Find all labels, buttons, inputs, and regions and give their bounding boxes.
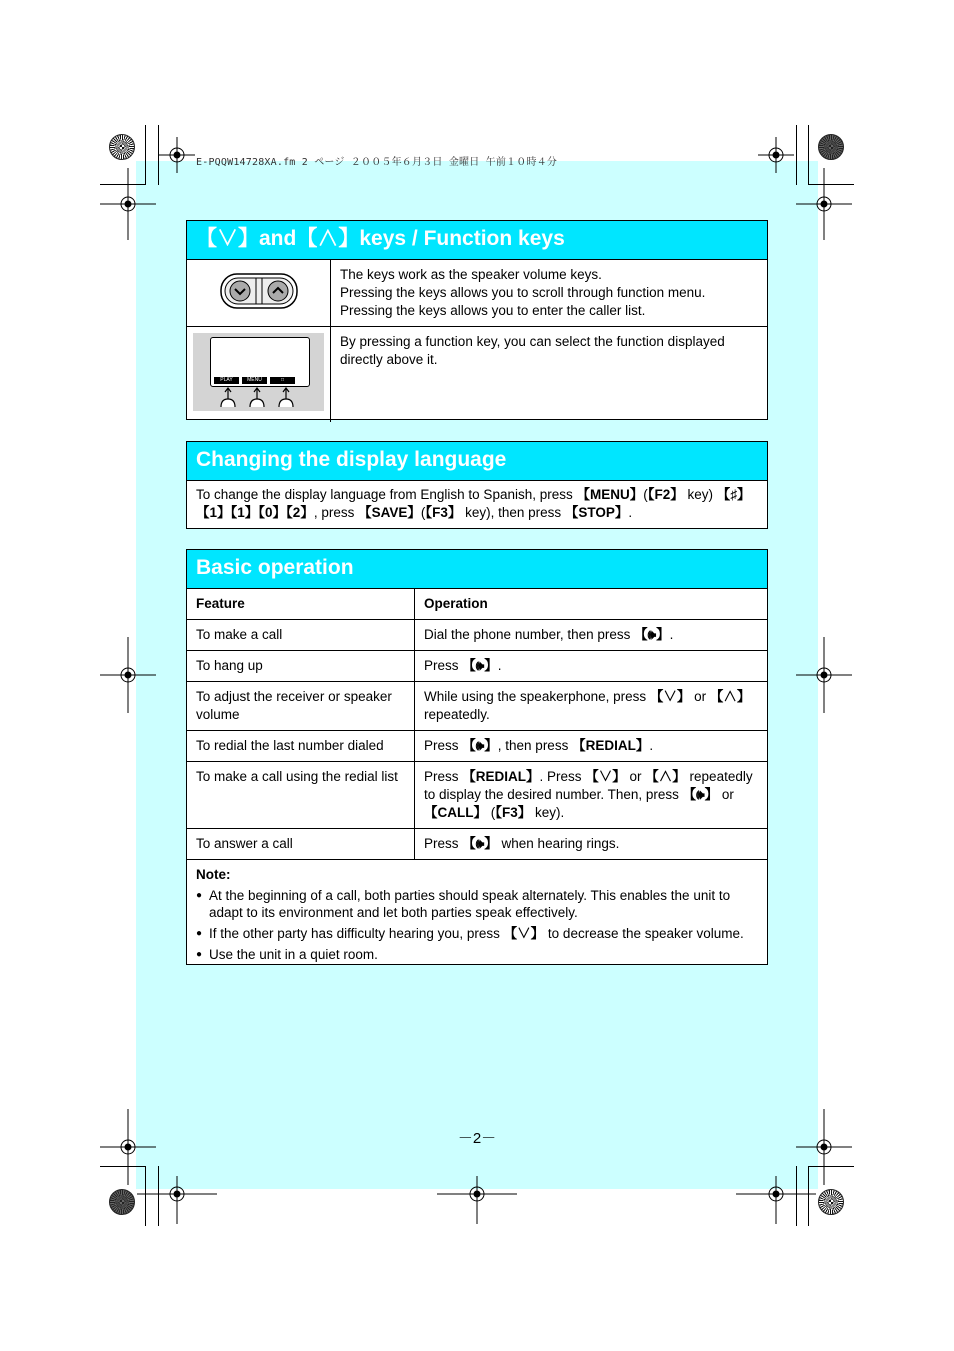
note-box [187, 859, 767, 975]
feature-cell: To answer a call [187, 828, 415, 859]
function-keys-illustration-cell [187, 327, 331, 422]
table-row [187, 761, 767, 828]
speaker-icon: 🕪 [647, 626, 657, 642]
function-keys-description: By pressing a function key, you can select the function displayed directly above it. [331, 327, 768, 422]
volume-keys-illustration-cell [187, 260, 331, 327]
operation-cell: Press 【🕪】 when hearing rings. [415, 828, 768, 859]
print-header: E-PQQW14728XA.fm 2 ページ ２００５年６月３日 金曜日 午前１０時４分 [196, 157, 558, 168]
page-number: －2－ [457, 1130, 497, 1147]
basic-operation-section [186, 549, 768, 965]
language-section [186, 441, 768, 529]
lcd-screen [210, 337, 310, 387]
note-item: ● Use the unit in a quiet room. [196, 946, 758, 963]
basic-operation-table [187, 589, 767, 859]
feature-cell: To hang up [187, 650, 415, 681]
chevron-up-icon: ∧ [658, 768, 673, 784]
language-section-title: Changing the display language [187, 442, 767, 481]
chevron-down-icon: ∨ [663, 688, 677, 704]
basic-operation-title: Basic operation [187, 550, 767, 589]
speaker-icon: 🕪 [475, 657, 485, 673]
keys-section-title: 【∨】and【∧】keys / Function keys [187, 221, 767, 260]
note-list [196, 887, 758, 963]
operation-cell: Dial the phone number, then press 【🕪】. [415, 619, 768, 650]
note-item: ● At the beginning of a call, both parties should speak alternately. This enables the unit to adapt to its environment and let both parties speak effectively. [196, 887, 758, 921]
feature-cell: To make a call [187, 619, 415, 650]
feature-cell: To adjust the receiver or speaker volume [187, 681, 415, 730]
table-row [187, 730, 767, 761]
operation-cell: Press 【🕪】. [415, 650, 768, 681]
note-title: Note: [196, 866, 231, 882]
lcd-label-menu: MENU [242, 377, 267, 384]
chevron-down-icon: ∨ [598, 768, 613, 784]
language-instructions: To change the display language from English to Spanish, press 【MENU】(【F2】 key) 【♯】【1】【1】【0】【2】, press 【SAVE】(【F3】 key), then press 【STOP】. [196, 487, 751, 520]
table-row [187, 828, 767, 859]
table-row [187, 650, 767, 681]
column-header-operation: Operation [415, 589, 768, 619]
note-item: ● If the other party has difficulty hearing you, press 【∨】 to decrease the speaker volume. [196, 925, 758, 942]
press-arrows [217, 387, 303, 409]
function-keys-illustration [193, 333, 324, 411]
chevron-up-icon: ∧ [723, 688, 737, 704]
operation-cell: While using the speakerphone, press 【∨】 or 【∧】 repeatedly. [415, 681, 768, 730]
volume-keys-illustration [219, 271, 299, 311]
column-header-feature: Feature [187, 589, 415, 619]
speaker-icon: 🕪 [475, 835, 485, 851]
operation-cell: Press 【REDIAL】. Press 【∨】 or 【∧】 repeatedly to display the desired number. Then, press 【🕪】 or 【CALL】 (【F3】 key). [415, 761, 768, 828]
feature-cell: To make a call using the redial list [187, 761, 415, 828]
table-row [187, 619, 767, 650]
keys-table [187, 260, 767, 422]
chevron-down-icon: ∨ [517, 925, 531, 941]
speaker-icon: 🕪 [696, 786, 705, 802]
table-row [187, 681, 767, 730]
lcd-label-play: PLAY [214, 377, 239, 384]
lcd-label-caller: □ [270, 377, 295, 384]
feature-cell: To redial the last number dialed [187, 730, 415, 761]
keys-section [186, 220, 768, 420]
speaker-icon: 🕪 [475, 737, 485, 753]
operation-cell: Press 【🕪】, then press 【REDIAL】. [415, 730, 768, 761]
volume-keys-description: The keys work as the speaker volume keys. Pressing the keys allows you to scroll through function menu. Pressing the keys allows you to enter the caller list. [331, 260, 768, 327]
